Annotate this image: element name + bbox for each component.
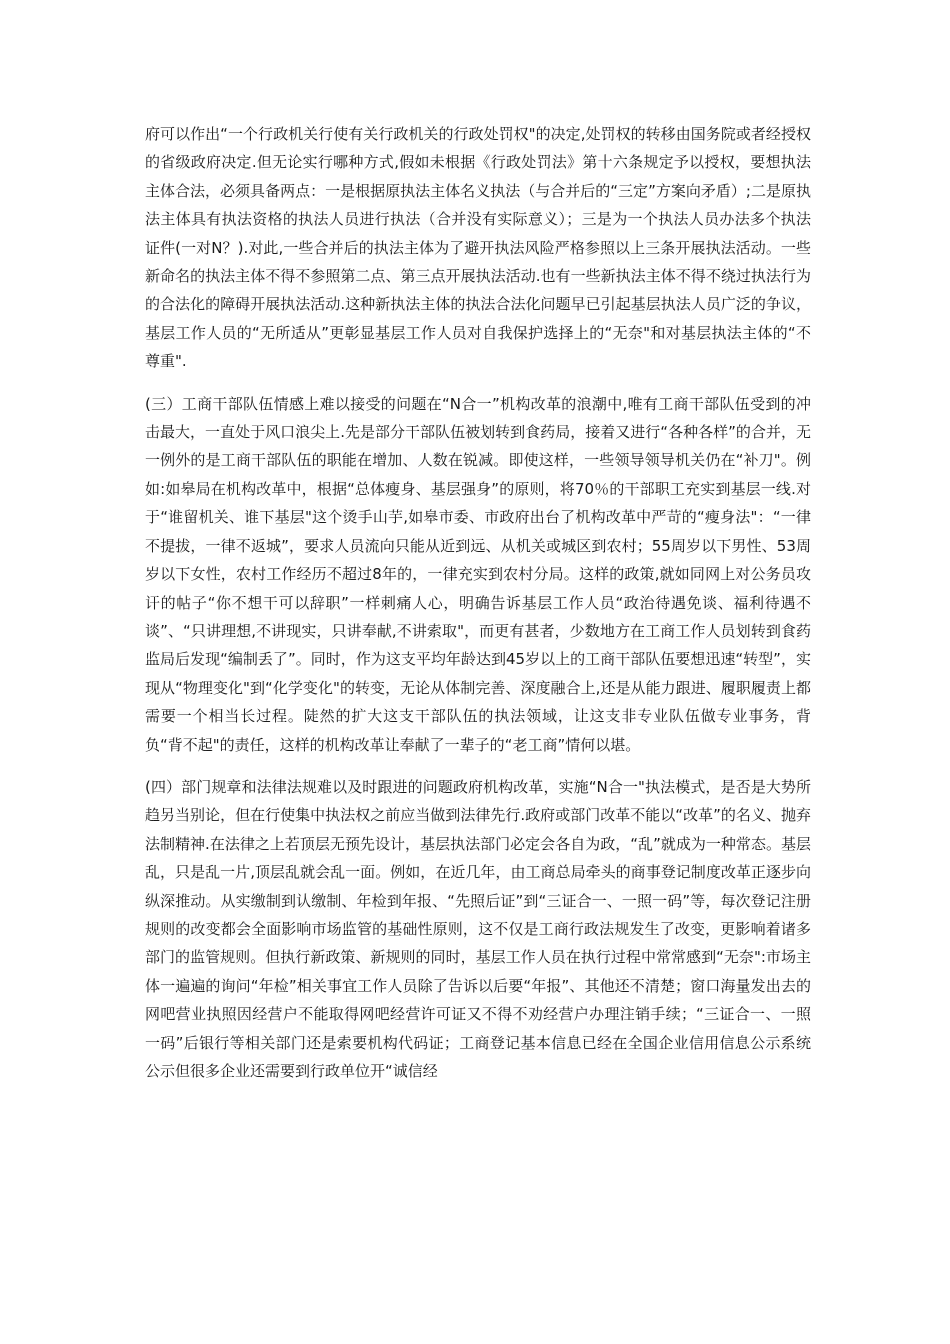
paragraph-section-three: (三）工商干部队伍情感上难以接受的问题在“N合一”机构改革的浪潮中,唯有工商干部队伍受到的冲击最大，一直处于风口浪尖上.先是部分干部队伍被划转到食药局，接着又进行“各种各样”的合并，无一例外的是工商干部队伍的职能在增加、人数在锐减。即使这样，一些领导领导机关仍在“补刀"。例如:如皋局在机构改革中，根据“总体瘦身、基层强身”的原则，将70％的干部职工充实到基层一线.对于“谁留机关、谁下基层"这个烫手山芋,如皋市委、市政府出台了机构改革中严苛的“瘦身法"：“一律不提拔，一律不返城”，要求人员流向只能从近到远、从机关或城区到农村；55周岁以下男性、53周岁以下女性，农村工作经历不超过8年的，一律充实到农村分局。这样的政策,就如同网上对公务员攻讦的帖子“你不想干可以辞职”一样刺痛人心，明确告诉基层工作人员“政治待遇免谈、福利待遇不谈”、“只讲理想,不讲现实，只讲奉献,不讲索取"，而更有甚者，少数地方在工商工作人员划转到食药监局后发现“编制丢了”。同时，作为这支平均年龄达到45岁以上的工商干部队伍要想迅速“转型”，实现从“物理变化"到“化学变化"的转变，无论从体制完善、深度融合上,还是从能力跟进、履职履责上都需要一个相当长过程。陡然的扩大这支干部队伍的执法领域，让这支非专业队伍做专业事务，背负“背不起"的责任，这样的机构改革让奉献了一辈子的“老工商”情何以堪。 (145, 394, 811, 754)
paragraph-section-four: (四）部门规章和法律法规难以及时跟进的问题政府机构改革，实施“N合一"执法模式，是否是大势所趋另当别论，但在行使集中执法权之前应当做到法律先行.政府或部门改革不能以“改革”的名义、抛弃法制精神.在法律之上若顶层无预先设计，基层执法部门必定会各自为政，“乱”就成为一种常态。基层乱，只是乱一片,顶层乱就会乱一面。例如，在近几年，由工商总局牵头的商事登记制度改革正逐步向纵深推动。从实缴制到认缴制、年检到年报、“先照后证”到“三证合一、一照一码”等，每次登记注册规则的改变都会全面影响市场监管的基础性原则，这不仅是工商行政法规发生了改变，更影响着诸多部门的监管规则。但执行新政策、新规则的同时，基层工作人员在执行过程中常常感到“无奈":市场主体一遍遍的询问“年检”相关事宜工作人员除了告诉以后要“年报”、其他还不清楚；窗口海量发出去的网吧营业执照因经营户不能取得网吧经营许可证又不得不劝经营户办理注销手续；“三证合一、一照一码”后银行等相关部门还是索要机构代码证；工商登记基本信息已经在全国企业信用信息公示系统公示但很多企业还需要到行政单位开“诚信经 (145, 777, 811, 1080)
paragraph-continuation: 府可以作出“一个行政机关行使有关行政机关的行政处罚权"的决定,处罚权的转移由国务院或者经授权的省级政府决定.但无论实行哪种方式,假如未根据《行政处罚法》第十六条规定予以授权，要想执法主体合法，必须具备两点：一是根据原执法主体名义执法（与合并后的“三定”方案向矛盾）;二是原执法主体具有执法资格的执法人员进行执法（合并没有实际意义）；三是为一个执法人员办法多个执法证件(一对N？).对此,一些合并后的执法主体为了避开执法风险严格参照以上三条开展执法活动。一些新命名的执法主体不得不参照第二点、第三点开展执法活动.也有一些新执法主体不得不绕过执法行为的合法化的障碍开展执法活动.这种新执法主体的执法合法化问题早已引起基层执法人员广泛的争议，基层工作人员的“无所适从”更彰显基层工作人员对自我保护选择上的“无奈"和对基层执法主体的“不尊重". (145, 125, 811, 371)
document-body (145, 120, 811, 1085)
